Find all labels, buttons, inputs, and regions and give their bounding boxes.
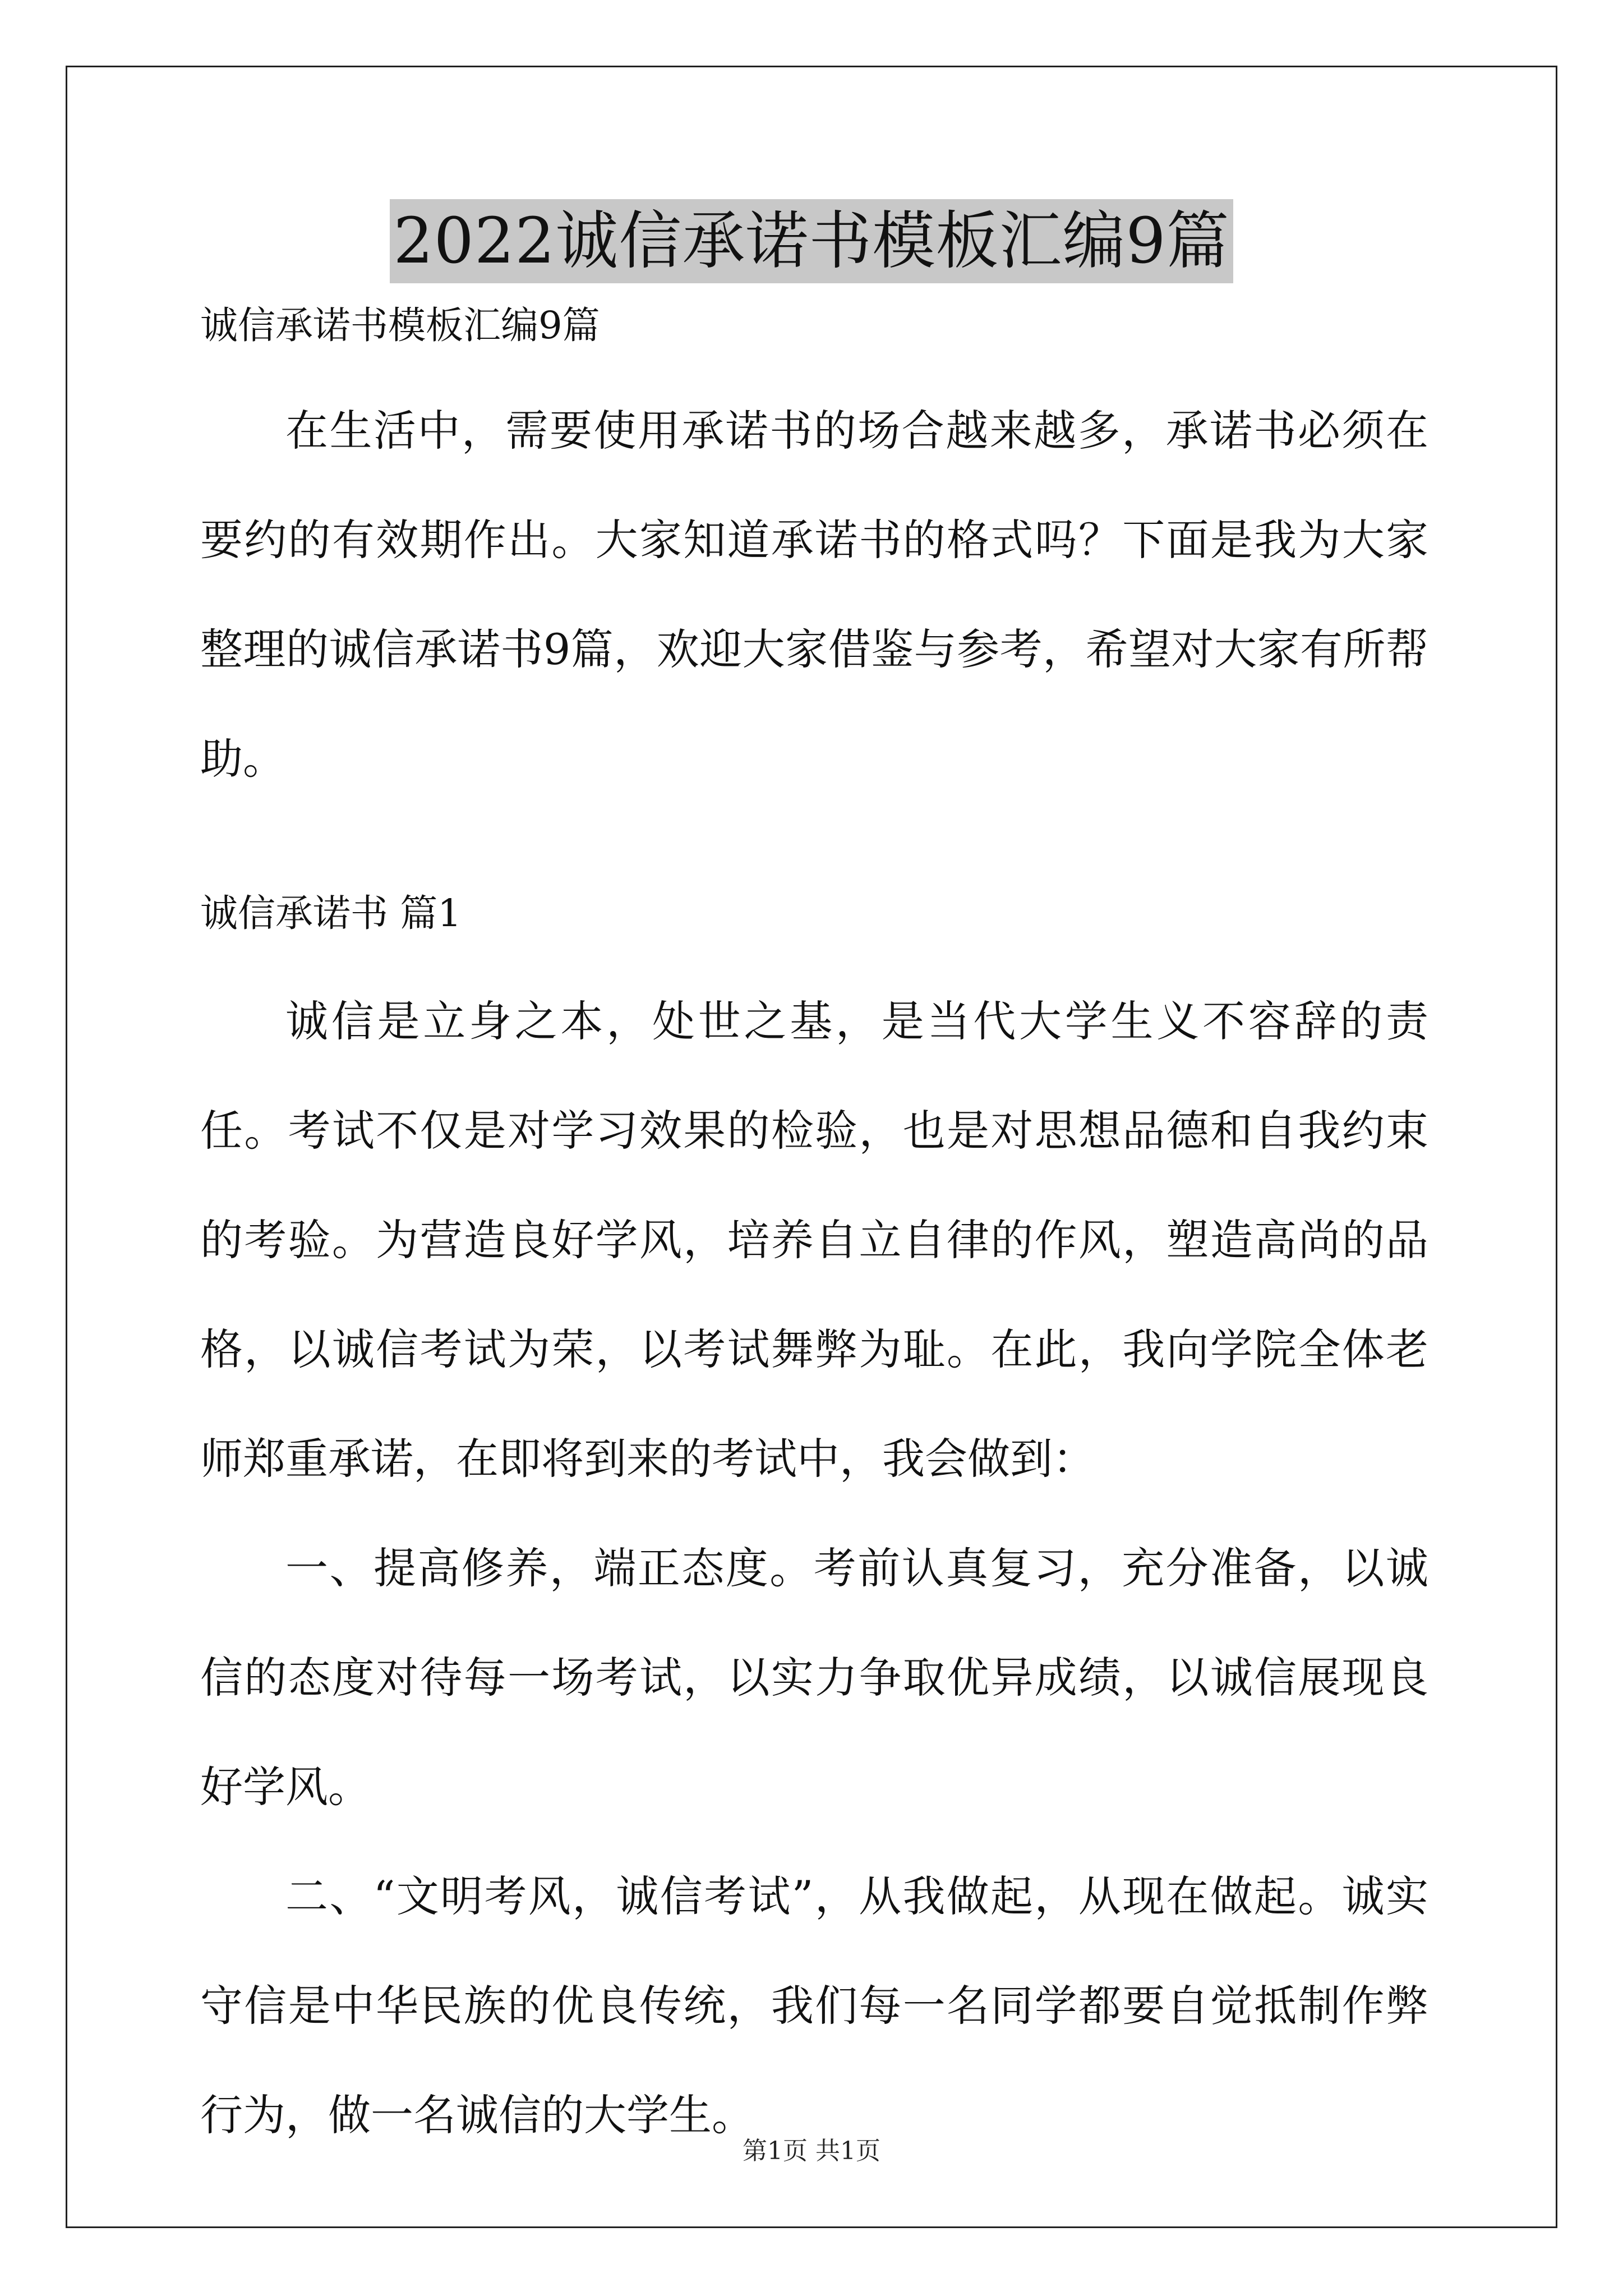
- document-title: 2022诚信承诺书模板汇编9篇: [390, 199, 1233, 283]
- section-heading: 诚信承诺书 篇1: [200, 891, 462, 935]
- body-paragraph-3: 二、“文明考风，诚信考试”，从我做起，从现在做起。诚实守信是中华民族的优良传统，我们每一名同学都要自觉抵制作弊行为，做一名诚信的大学生。: [200, 1871, 1428, 2140]
- intro-paragraph: 在生活中，需要使用承诺书的场合越来越多，承诺书必须在要约的有效期作出。大家知道承诺书的格式吗？下面是我为大家整理的诚信承诺书9篇，欢迎大家借鉴与参考，希望对大家有所帮助。: [200, 406, 1428, 784]
- section-spacer: [200, 813, 1428, 885]
- page-footer: 第1页 共1页: [743, 2137, 880, 2165]
- body-paragraph-2: 一、提高修养，端正态度。考前认真复习，充分准备，以诚信的态度对待每一场考试，以实力争取优异成绩，以诚信展现良好学风。: [200, 1543, 1428, 1812]
- document-subtitle: 诚信承诺书模板汇编9篇: [200, 303, 600, 347]
- body-paragraph-1: 诚信是立身之本，处世之基，是当代大学生义不容辞的责任。考试不仅是对学习效果的检验，也是对思想品德和自我约束的考验。为营造良好学风，培养自立自律的作风，塑造高尚的品格，以诚信考试为荣，以考试舞弊为耻。在此，我向学院全体老师郑重承诺，在即将到来的考试中，我会做到：: [200, 996, 1428, 1484]
- title-wrap: [0, 199, 1623, 283]
- document-body: [200, 297, 1428, 2170]
